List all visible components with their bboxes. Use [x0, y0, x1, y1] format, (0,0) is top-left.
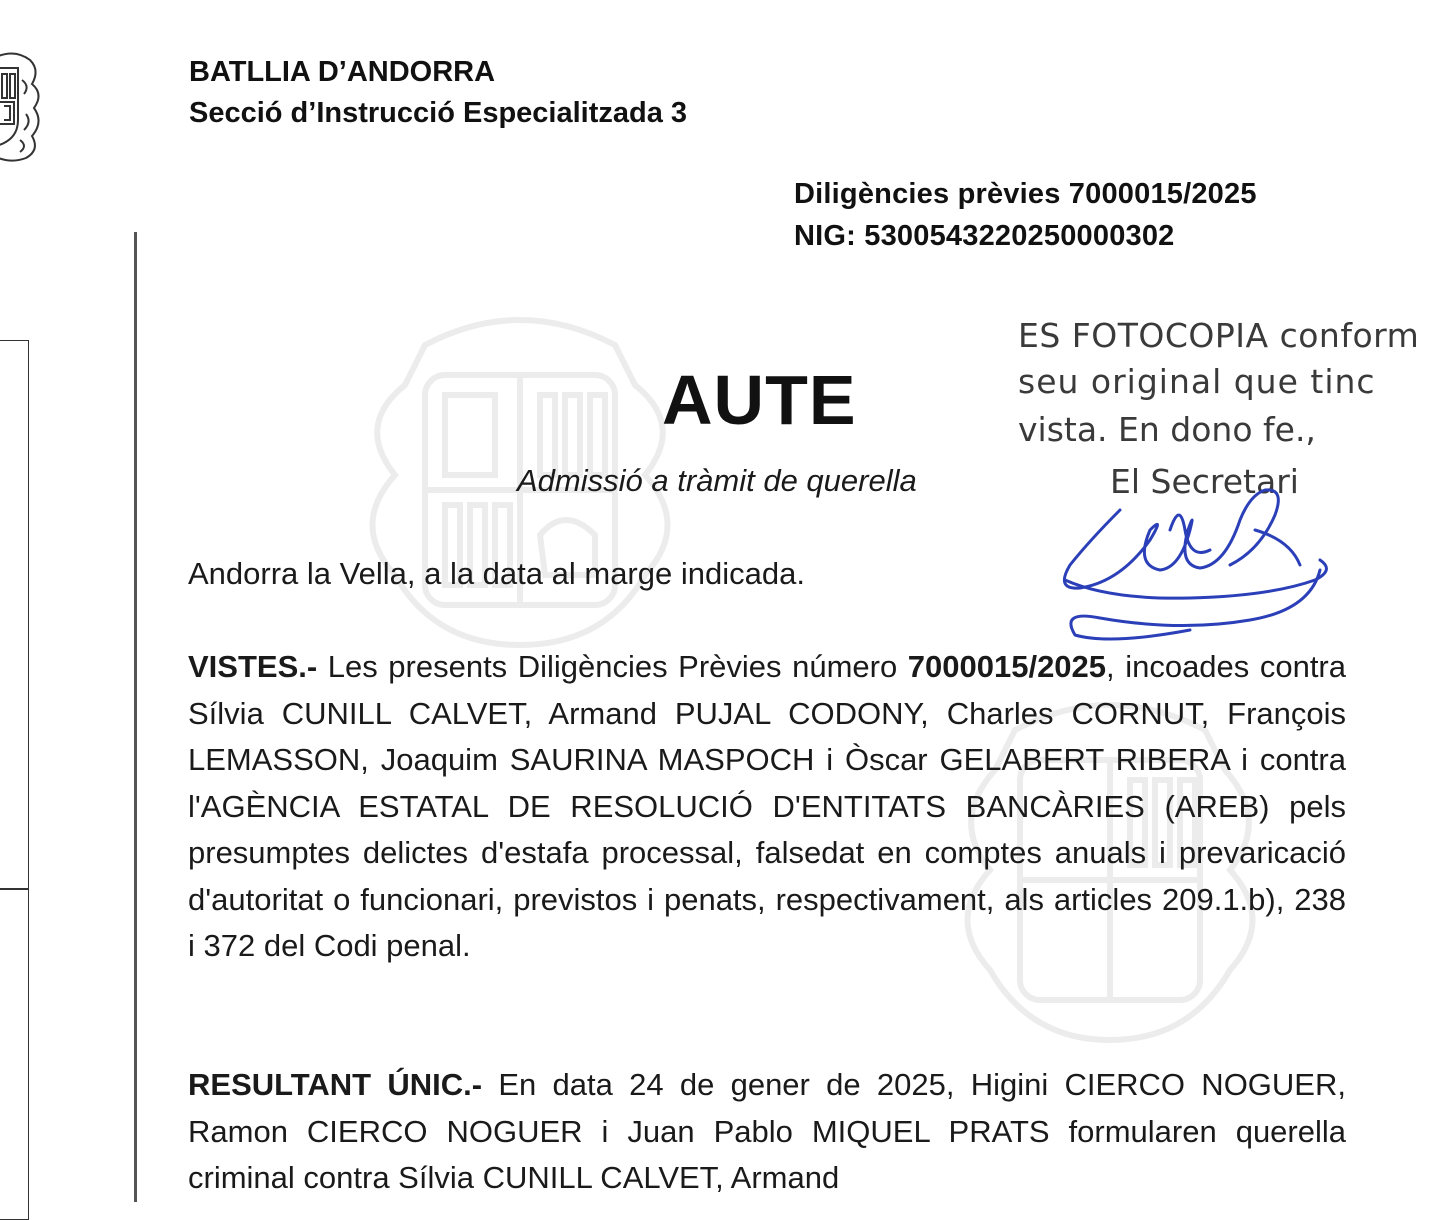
stamp-line-4: El Secretari [1110, 462, 1299, 501]
stamp-line-2: seu original que tinc [1018, 362, 1376, 401]
signature-scribble [1050, 470, 1340, 645]
institution-name: BATLLIA D’ANDORRA [189, 56, 496, 88]
margin-box-top [0, 340, 29, 890]
margin-rule [134, 232, 137, 1202]
vistes-text-a: Les presents Diligències Prèvies número [317, 649, 908, 684]
vistes-paragraph [188, 644, 1346, 970]
proceedings-number: Diligències prèvies 7000015/2025 [794, 178, 1257, 210]
place-date: Andorra la Vella, a la data al marge indicada. [188, 556, 805, 591]
vistes-label: VISTES.- [188, 649, 318, 684]
resultant-paragraph [188, 1062, 1346, 1202]
nig-number: NIG: 53005432202500003​02 [794, 220, 1175, 252]
vistes-number: 7000015/2025 [907, 649, 1107, 684]
stamp-line-1: ES FOTOCOPIA conform [1018, 316, 1420, 355]
vistes-text-b: , incoades contra Sílvia CUNILL CALVET, Armand PUJAL CODONY, Charles CORNUT, François LEMASSON, Joaquim SAURINA MASPOCH i Òscar GELABERT RIBERA i contra l'AGÈNCIA ESTATAL DE RESOLUCIÓ D'ENTITATS BANCÀRIES (AREB) pels presumptes delictes d'estafa processal, falsedat en comptes anuals i prevaricació d'autoritat o funcionari, previstos i penats, respectivament, als articles 209.1.b), 238 i 372 del Codi penal. [188, 649, 1346, 963]
document-subtitle: Admissió a tràmit de querella [517, 463, 917, 498]
coat-of-arms-emblem [0, 50, 48, 165]
section-name: Secció d’Instrucció Especialitzada 3 [189, 97, 688, 129]
document-title: AUTE [662, 361, 857, 439]
stamp-line-3: vista. En dono fe., [1018, 410, 1316, 449]
resultant-label: RESULTANT ÚNIC.- [188, 1067, 483, 1102]
resultant-text: En data 24 de gener de 2025, Higini CIERCO NOGUER, Ramon CIERCO NOGUER i Juan Pablo MIQUEL PRATS formularen querella criminal contra Sílvia CUNILL CALVET, Armand [188, 1067, 1346, 1195]
margin-box-bottom [0, 888, 29, 1220]
